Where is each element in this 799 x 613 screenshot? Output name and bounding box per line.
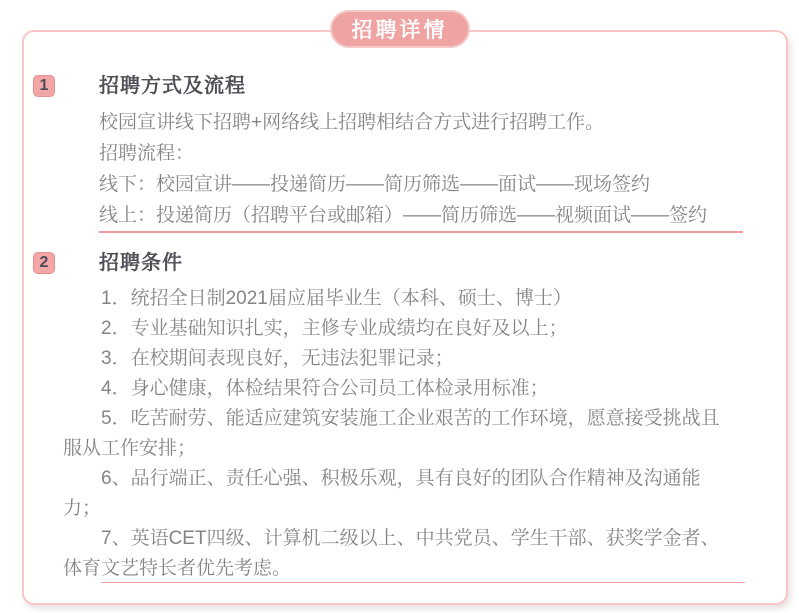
text-line: 校园宣讲线下招聘+网络线上招聘相结合方式进行招聘工作。	[99, 112, 605, 133]
condition-item	[63, 524, 786, 584]
condition-item	[63, 404, 786, 464]
condition-line: 5．吃苦耐劳、能适应建筑安装施工企业艰苦的工作环境，愿意接受挑战且	[101, 408, 720, 429]
section-2-number-badge: 2	[33, 252, 55, 274]
condition-line-continued: 力；	[63, 498, 102, 519]
section-recruitment-conditions	[24, 252, 786, 584]
condition-line: 7、英语CET四级、计算机二级以上、中共党员、学生干部、获奖学金者、	[101, 528, 720, 549]
text-line: 线下：校园宣讲——投递简历——简历筛选——面试——现场签约	[99, 174, 651, 195]
condition-item	[63, 344, 786, 374]
section-2-body	[63, 284, 786, 584]
section-divider	[99, 231, 743, 233]
condition-item	[63, 464, 786, 524]
condition-line: 2．专业基础知识扎实，主修专业成绩均在良好及以上；	[101, 318, 568, 339]
section-2-header	[39, 252, 786, 284]
condition-item	[63, 374, 786, 404]
section-1-number-badge: 1	[33, 75, 55, 97]
section-1-title: 招聘方式及流程	[99, 75, 246, 97]
condition-item	[63, 314, 786, 344]
text-line: 招聘流程：	[99, 143, 195, 164]
section-1-body	[99, 107, 786, 231]
condition-line: 4．身心健康，体检结果符合公司员工体检录用标准；	[101, 378, 549, 399]
title-badge	[330, 10, 470, 48]
condition-line: 6、品行端正、责任心强、积极乐观，具有良好的团队合作精神及沟通能	[101, 468, 701, 489]
section-1-header	[39, 75, 786, 107]
title-badge-label: 招聘详情	[351, 19, 448, 42]
section-2-title: 招聘条件	[99, 252, 183, 274]
condition-line-continued: 服从工作安排；	[63, 438, 197, 459]
text-line: 线上：投递简历（招聘平台或邮箱）——简历筛选——视频面试——签约	[99, 205, 708, 226]
section-recruitment-process	[24, 75, 786, 231]
recruitment-details-panel	[22, 30, 788, 605]
condition-item	[63, 284, 786, 314]
condition-line-continued: 体育文艺特长者优先考虑。	[63, 558, 292, 579]
condition-line: 3．在校期间表现良好，无违法犯罪记录；	[101, 348, 454, 369]
condition-line: 1．统招全日制2021届应届毕业生（本科、硕士、博士）	[101, 288, 572, 309]
